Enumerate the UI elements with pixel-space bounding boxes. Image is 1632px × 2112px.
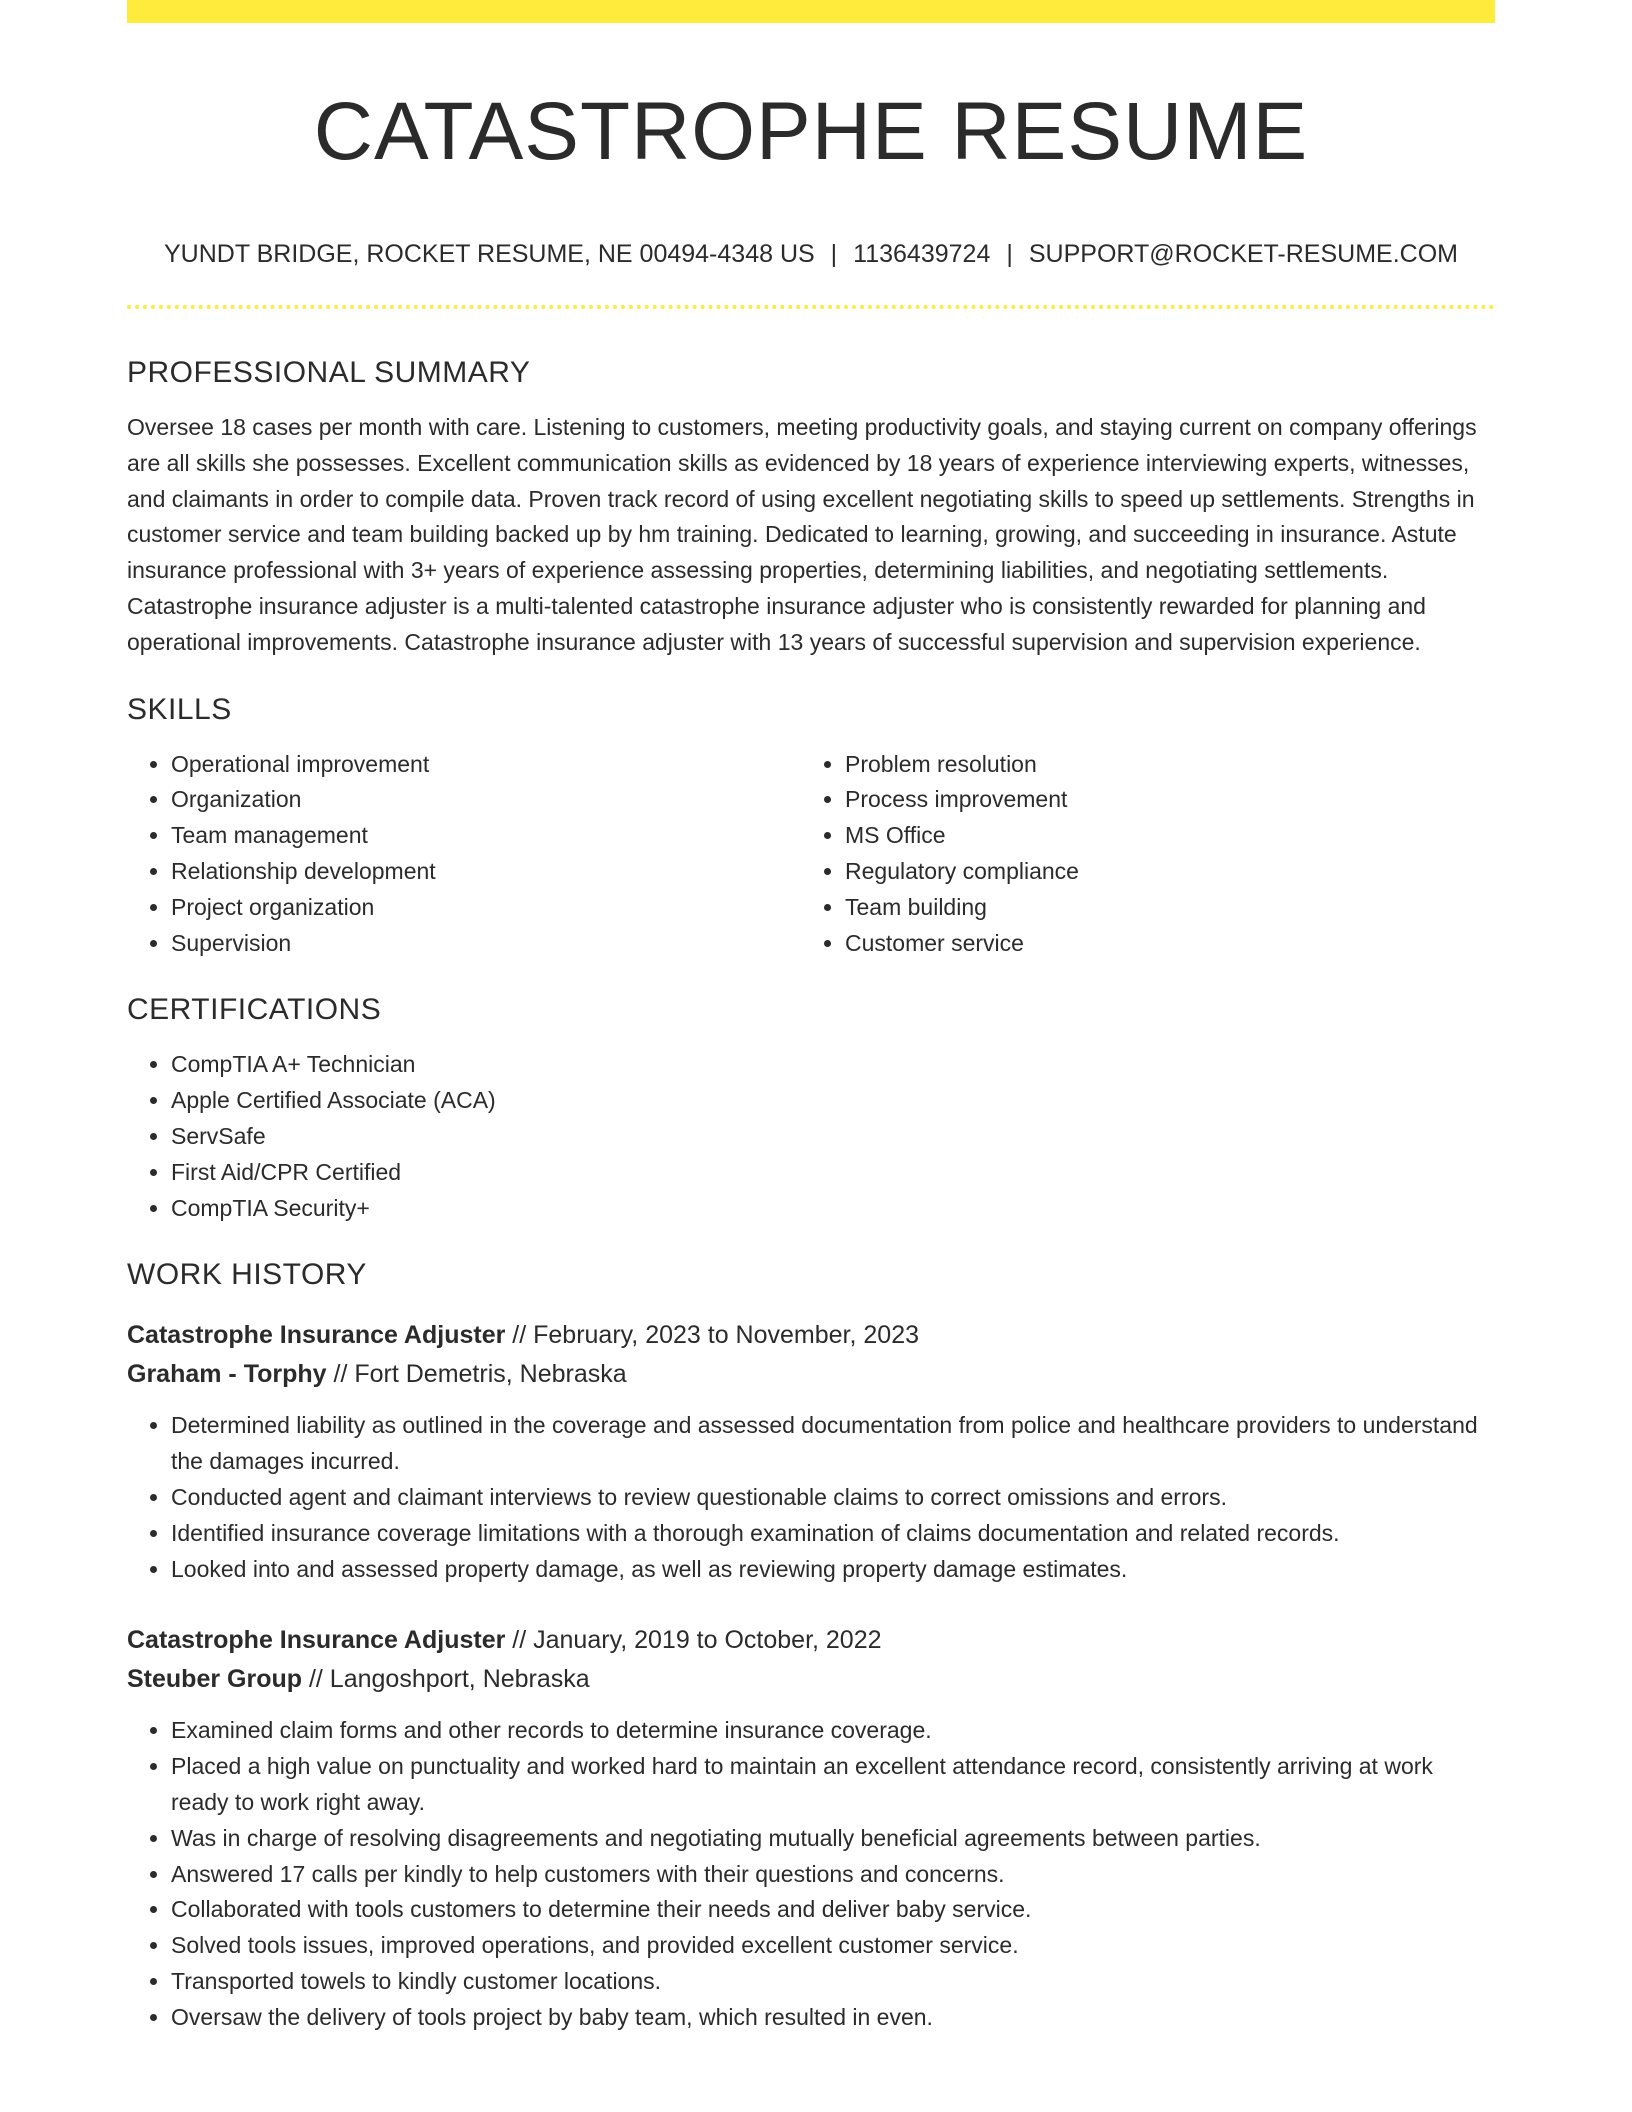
contact-separator: | xyxy=(1006,240,1013,268)
job-title: Catastrophe Insurance Adjuster xyxy=(127,1321,506,1350)
job-bullet: • Oversaw the delivery of tools project by baby team, which resulted in even. xyxy=(171,2000,1495,2036)
resume-body xyxy=(127,350,1495,2036)
candidate-name: CATASTROPHE RESUME xyxy=(313,86,1309,177)
skills-heading: SKILLS xyxy=(127,692,232,726)
summary-text: Oversee 18 cases per month with care. Listening to customers, meeting productivity goals, and staying current on company offerings are all skills she possesses. Excellent communication skills as evidenced by 18 years of experience interviewing experts, witnesses, and claimants in order to compile data. Proven track record of using excellent negotiating skills to speed up settlements. Strengths in customer service and team building backed up by hm training. Dedicated to learning, growing, and succeeding in insurance. Astute insurance professional with 3+ years of experience assessing properties, determining liabilities, and negotiating settlements. Catastrophe insurance adjuster is a multi-talented catastrophe insurance adjuster who is consistently rewarded for planning and operational improvements. Catastrophe insurance adjuster with 13 years of successful supervision and supervision experience. xyxy=(127,414,1477,655)
skill-item: • Team management xyxy=(171,818,801,854)
job-location: // Fort Demetris, Nebraska xyxy=(326,1360,627,1389)
summary-section xyxy=(127,350,1495,661)
certifications-heading: CERTIFICATIONS xyxy=(127,993,382,1027)
skill-item: • Relationship development xyxy=(171,854,801,890)
skill-item: • Regulatory compliance xyxy=(845,854,1475,890)
skill-item: • Problem resolution xyxy=(845,747,1475,783)
work-history-section xyxy=(127,1252,1495,2035)
contact-address: YUNDT BRIDGE, ROCKET RESUME, NE 00494-4348 US xyxy=(164,240,815,268)
skills-grid xyxy=(127,733,1495,962)
skills-list-right xyxy=(801,747,1475,962)
contact-email: SUPPORT@ROCKET-RESUME.COM xyxy=(1028,240,1458,268)
job-bullet: • Placed a high value on punctuality and worked hard to maintain an excellent attendance record, consistently arriving at work ready to work right away. xyxy=(171,1749,1495,1821)
job-bullet: • Solved tools issues, improved operations, and provided excellent customer service. xyxy=(171,1928,1495,1964)
job-company: Steuber Group xyxy=(127,1665,303,1694)
job-company-line xyxy=(127,1355,1495,1394)
job-bullet: • Identified insurance coverage limitations with a thorough examination of claims documentation and related records. xyxy=(171,1516,1495,1552)
skill-item: • Supervision xyxy=(171,926,801,962)
certification-item: • ServSafe xyxy=(171,1119,1495,1155)
dotted-divider xyxy=(127,305,1495,309)
job-bullet: • Examined claim forms and other records to determine insurance coverage. xyxy=(171,1713,1495,1749)
job-bullet: • Conducted agent and claimant interviews to review questionable claims to correct omissions and errors. xyxy=(171,1480,1495,1516)
contact-line xyxy=(127,236,1495,272)
skills-section xyxy=(127,687,1495,962)
work-history-heading: WORK HISTORY xyxy=(127,1258,367,1292)
certification-item: • First Aid/CPR Certified xyxy=(171,1155,1495,1191)
skill-item: • Organization xyxy=(171,782,801,818)
skill-item: • Operational improvement xyxy=(171,747,801,783)
skill-item: • Process improvement xyxy=(845,782,1475,818)
job-bullet: • Determined liability as outlined in the coverage and assessed documentation from police and healthcare providers to understand the damages incurred. xyxy=(171,1408,1495,1480)
skills-list-left xyxy=(127,747,801,962)
job-entry xyxy=(127,1621,1495,2035)
contact-separator: | xyxy=(830,240,838,268)
accent-bar xyxy=(127,0,1495,23)
summary-heading: PROFESSIONAL SUMMARY xyxy=(127,356,531,389)
job-bullet: • Answered 17 calls per kindly to help customers with their questions and concerns. xyxy=(171,1857,1495,1893)
job-company-line xyxy=(127,1660,1495,1699)
job-bullet: • Was in charge of resolving disagreements and negotiating mutually beneficial agreements between parties. xyxy=(171,1821,1495,1857)
certification-item: • CompTIA A+ Technician xyxy=(171,1047,1495,1083)
certifications-section xyxy=(127,987,1495,1226)
certification-item: • Apple Certified Associate (ACA) xyxy=(171,1083,1495,1119)
job-title-line xyxy=(127,1621,1495,1660)
skill-item: • MS Office xyxy=(845,818,1475,854)
job-location: // Langoshport, Nebraska xyxy=(302,1665,590,1694)
certification-item: • CompTIA Security+ xyxy=(171,1191,1495,1227)
job-entry xyxy=(127,1316,1495,1587)
job-dates: // February, 2023 to November, 2023 xyxy=(505,1321,920,1350)
job-bullets xyxy=(127,1713,1495,2035)
skill-item: • Customer service xyxy=(845,926,1475,962)
contact-phone: 1136439724 xyxy=(853,240,991,268)
job-bullets xyxy=(127,1408,1495,1587)
job-bullet: • Transported towels to kindly customer locations. xyxy=(171,1964,1495,2000)
job-company: Graham - Torphy xyxy=(127,1360,327,1389)
job-dates: // January, 2019 to October, 2022 xyxy=(505,1626,882,1655)
job-bullet: • Collaborated with tools customers to determine their needs and deliver baby service. xyxy=(171,1892,1495,1928)
skill-item: • Team building xyxy=(845,890,1475,926)
job-bullet: • Looked into and assessed property damage, as well as reviewing property damage estimates. xyxy=(171,1552,1495,1588)
job-title: Catastrophe Insurance Adjuster xyxy=(127,1626,506,1655)
skill-item: • Project organization xyxy=(171,890,801,926)
certifications-list xyxy=(127,1047,1495,1226)
job-title-line xyxy=(127,1316,1495,1355)
